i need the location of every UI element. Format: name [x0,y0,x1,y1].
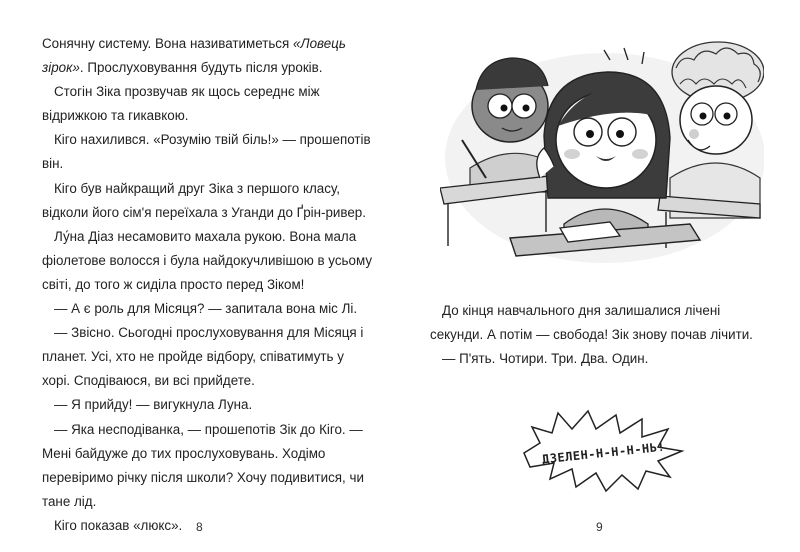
paragraph [42,321,372,393]
paragraph-text: . Прослуховування будуть після уроків. [79,60,323,76]
paragraph-text: — Яка несподіванка, — прошепотів Зік до Кіго. — Мені байдуже до тих прослуховувань. Ходімо перевіримо річку після школи? Хочу подивитися, чи тане лід. [42,421,364,509]
paragraph-text: «Ловець зірок» [42,36,346,76]
page-number-left: 8 [196,520,203,534]
left-page-text [42,32,372,538]
paragraph [430,299,760,347]
right-page [400,0,800,552]
classroom-illustration [440,28,764,264]
page-number-right: 9 [596,520,603,534]
paragraph-text: Стогін Зіка прозвучав як щось середнє між відрижкою та гикавкою. [42,84,320,124]
paragraph [42,32,372,80]
paragraph [42,128,372,176]
paragraph-text: Кіго показав «люкс». [54,517,183,533]
paragraph-text: Кіго був найкращий друг Зіка з першого класу, відколи його сім'я переїхала з Уганди до Ґрін-ривер. [42,180,366,220]
paragraph-text: — Я прийду! — вигукнула Луна. [54,397,253,413]
paragraph-text: До кінця навчального дня залишалися лічені секунди. А потім — свобода! Зік знову почав лічити. [430,303,753,343]
paragraph-text: Кіго нахилився. «Розумію твій біль!» — прошепотів він. [42,132,371,172]
paragraph-text: Сонячну систему. Вона називатиметься [42,36,293,51]
paragraph [42,225,372,297]
paragraph [42,418,372,514]
paragraph [42,80,372,128]
curly-haired-boy [670,42,764,218]
paragraph-text: Лу́на Діаз несамовито махала рукою. Вона мала фіолетове волосся і була найдокучливішою в усьому світі, до того ж сиділа просто перед Зіком! [42,228,373,292]
paragraph-text: — Звісно. Сьогодні прослуховування для Місяця і планет. Усі, хто не пройде відбору, співатимуть у хорі. Сподіваюся, ви всі прийдете. [42,325,364,389]
paragraph [42,514,372,538]
paragraph-text: — П'ять. Чотири. Три. Два. Один. [442,351,649,367]
paragraph [42,393,372,417]
paragraph [42,177,372,225]
paragraph [42,297,372,321]
right-page-text [430,299,760,371]
sound-effect-text: ДЗЕЛЕН-Н-Н-Н-НЬ! [541,439,666,467]
sound-effect-burst [518,405,688,495]
paragraph-text: — А є роль для Місяця? — запитала вона міс Лі. [54,301,358,317]
paragraph [430,347,760,371]
